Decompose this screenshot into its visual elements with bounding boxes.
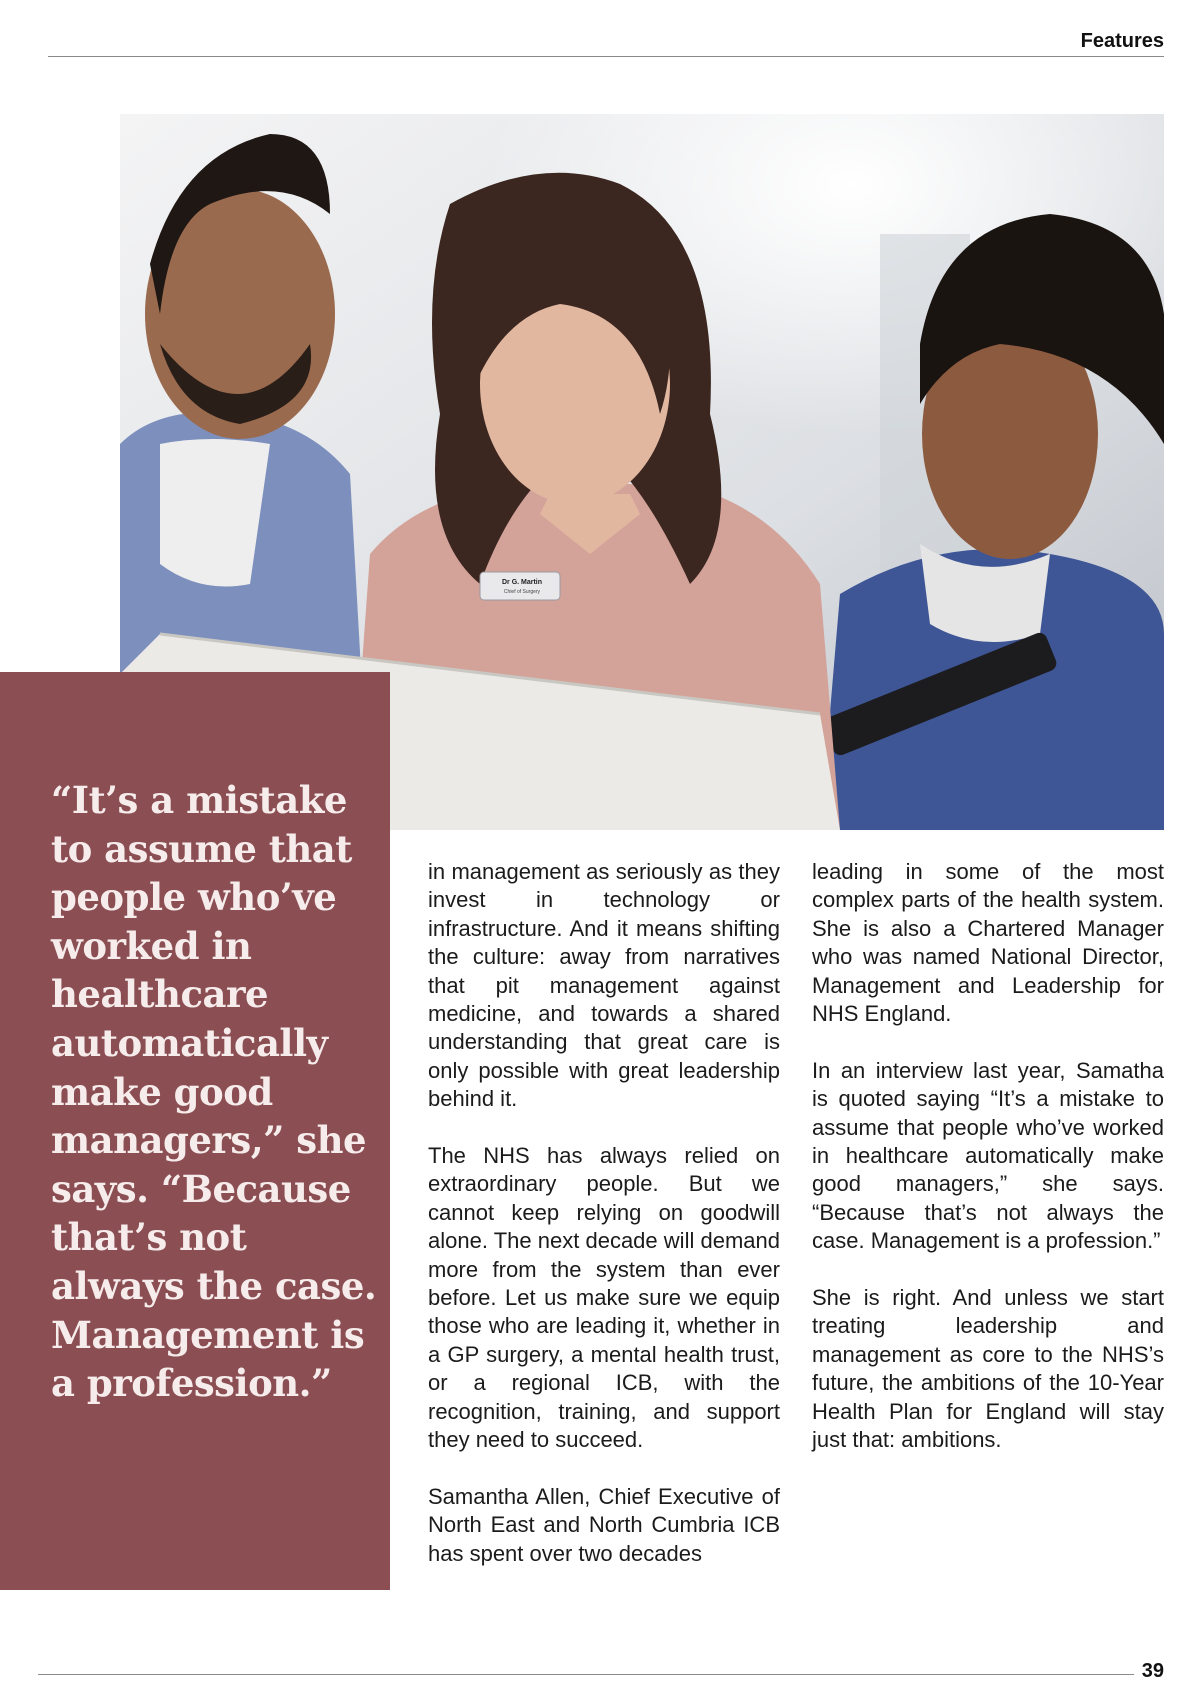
badge-name: Dr G. Martin xyxy=(501,579,543,586)
badge-title: Chief of Surgery xyxy=(503,589,541,595)
section-label: Features xyxy=(1080,30,1164,52)
paragraph: The NHS has always relied on extraordinary people. But we cannot keep relying on goodwill alone. The next decade will demand more from the system than ever before. Let us make sure we equip those who are leading it, whether in a GP surgery, a mental health trust, or a regional ICB, with the recognition, training, and support they need to succeed. xyxy=(428,1143,780,1453)
header-divider xyxy=(48,56,1164,57)
paragraph: in management as seriously as they invest in technology or infrastructure. And it means shifting the culture: away from narratives that pit management against medicine, and towards a shared understanding that great care is only possible with great leadership behind it. xyxy=(428,859,780,1112)
paragraph: In an interview last year, Samatha is quoted saying “It’s a mistake to assume that people who’ve worked in healthcare automatically make good managers,” she says. “Because that’s not always the case. Management is a profession.” xyxy=(812,1057,1164,1254)
footer-divider xyxy=(38,1674,1134,1675)
paragraph: Samantha Allen, Chief Executive of North East and North Cumbria ICB has spent over two decades xyxy=(428,1483,780,1566)
article-column-1 xyxy=(428,858,780,1597)
paragraph: leading in some of the most complex parts of the health system. She is also a Chartered Manager who was named National Director, Management and Leadership for NHS England. xyxy=(812,859,1164,1027)
page-number: 39 xyxy=(1141,1660,1164,1682)
pull-quote: “It’s a mistake to assume that people who’ve worked in healthcare automatically make good managers,” she says. “Because that’s not always the case. Management is a profession.” xyxy=(51,778,377,1406)
paragraph: She is right. And unless we start treating leadership and management as core to the NHS’s future, the ambitions of the 10-Year Health Plan for England will stay just that: ambitions. xyxy=(812,1285,1164,1453)
article-column-2 xyxy=(812,858,1164,1483)
